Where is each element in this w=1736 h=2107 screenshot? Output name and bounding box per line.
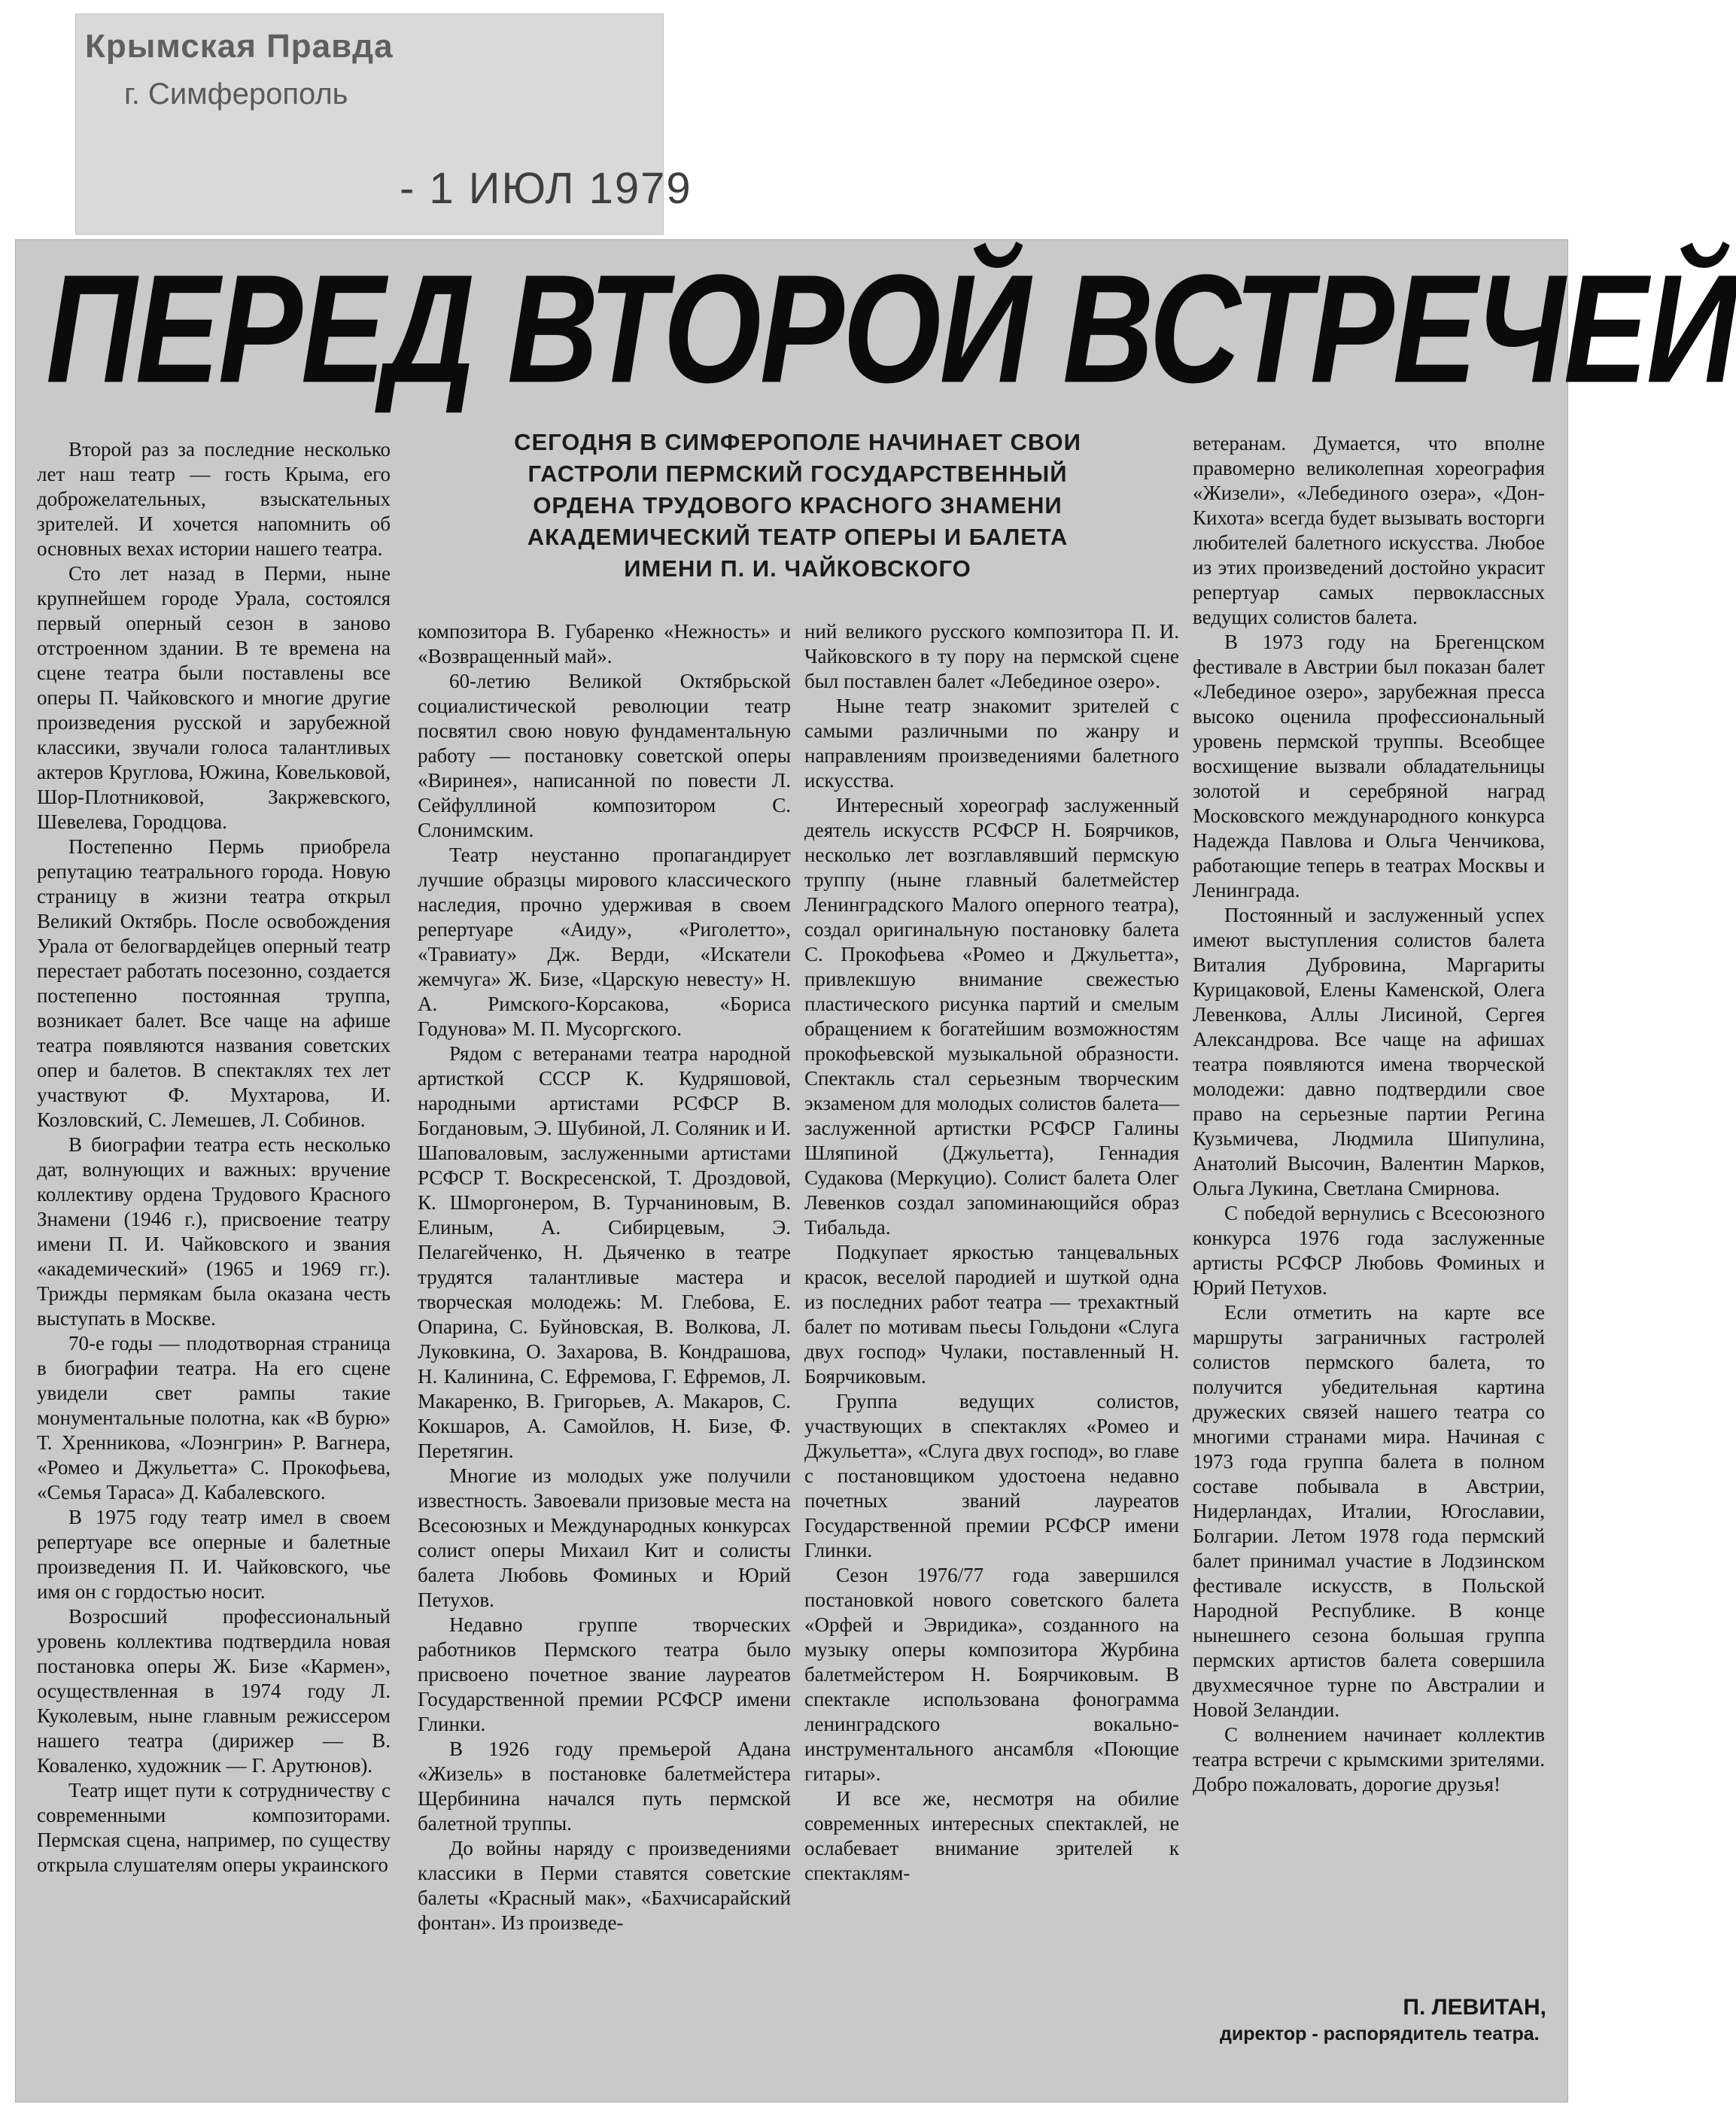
article-headline: ПЕРЕД ВТОРОЙ ВСТРЕЧЕЙ (46, 242, 1736, 415)
lead-line: ИМЕНИ П. И. ЧАЙКОВСКОГО (624, 555, 971, 582)
article-paragraph: 70-е годы — плодотворная страница в биографии театра. На его сцене увидели свет рампы такие монументальные полотна, как «В бурю» Т. Хренникова, «Лоэнгрин» Р. Вагнера, «Ромео и Джульетта» С. Прокофьева, «Семья Тараса» Д. Кабалевского. (37, 1332, 391, 1503)
article-paragraph: Подкупает яркостью танцевальных красок, веселой пародией и шуткой одна из последних работ театра — трехактный балет по мотивам пьесы Гольдони «Слуга двух господ» Чулаки, поставленный Н. Боярчиковым. (804, 1241, 1179, 1388)
article-paragraph: И все же, несмотря на обилие современных интересных спектаклей, не ослабевает внимание зрителей к спектаклям- (804, 1787, 1179, 1884)
article-paragraph: Сто лет назад в Перми, ныне крупнейшем городе Урала, состоялся первый оперный сезон в заново отстроенном здании. В те времена на сцене театра были поставлены все оперы П. Чайковского и многие другие произведения русской и зарубежной классики, звучали голоса талантливых актеров Круглова, Южина, Ковельковой, Шор-Плотниковой, Закржевского, Шевелева, Городцова. (37, 562, 391, 833)
article-paragraph: Постоянный и заслуженный успех имеют выступления солистов балета Виталия Дубровина, Маргариты Курицаковой, Елены Каменской, Олега Левенкова, Аллы Лисиной, Сергея Александрова. Все чаще на афишах театра появляются имена творческой молодежи: давно подтвердили свое право на серьезные партии Регина Кузьмичева, Людмила Шипулина, Анатолий Высочин, Валентин Марков, Ольга Лукина, Светлана Смирнова. (1193, 904, 1545, 1199)
lead-line: АКАДЕМИЧЕСКИЙ ТЕАТР ОПЕРЫ И БАЛЕТА (527, 524, 1069, 550)
article-paragraph: Театр ищет пути к сотрудничеству с современными композиторами. Пермская сцена, например, по существу открыла слушателям оперы украинского (37, 1779, 391, 1876)
article-paragraph: Возросший профессиональный уровень коллектива подтвердила новая постановка оперы Ж. Бизе «Кармен», осуществленная в 1974 году Л. Куколевым, ныне главным режиссером нашего театра (дирижер — В. Коваленко, художник — Г. Арутюнов). (37, 1605, 391, 1777)
article-paragraph: Сезон 1976/77 года завершился постановкой нового советского балета «Орфей и Эвридика», созданного на музыку оперы композитора Журбина балетмейстером Н. Боярчиковым. В спектакле использована фонограмма ленинградского вокально-инструментального ансамбля «Поющие гитары». (804, 1564, 1179, 1785)
lead-line: ОРДЕНА ТРУДОВОГО КРАСНОГО ЗНАМЕНИ (533, 492, 1063, 518)
newspaper-city: г. Симферополь (124, 78, 348, 111)
article-paragraph: ний великого русского композитора П. И. Чайковского в ту пору на пермской сцене был поставлен балет «Лебединое озеро». (804, 620, 1179, 692)
date-stamp: - 1 ИЮЛ 1979 (400, 164, 692, 213)
article-column-1 (37, 437, 391, 2093)
article-column-3 (804, 619, 1179, 2094)
article-paragraph: ветеранам. Думается, что вполне правомерно великолепная хореография «Жизели», «Лебединого озера», «Дон-Кихота» всегда будет вызывать восторги любителей балетного искусства. Любое из этих произведений достойно украсит репертуар самых первоклассных ведущих солистов балета. (1193, 432, 1545, 628)
article-paragraph: Если отметить на карте все маршруты заграничных гастролей солистов пермского балета, то получится убедительная картина дружеских связей нашего театра со многими странами мира. Начиная с 1973 года группа балета в полном составе побывала в Австрии, Нидерландах, Италии, Югославии, Болгарии. Летом 1978 года пермский балет принимал участие в Лодзинском фестивале искусств, в Польской Народной Республике. В конце нынешнего сезона большая группа пермских артистов балета совершила двухмесячное турне по Австралии и Новой Зеландии. (1193, 1301, 1545, 1721)
article-paragraph: Многие из молодых уже получили известность. Завоевали призовые места на Всесоюзных и Международных конкурсах солист оперы Михаил Кит и солисты балета Любовь Фоминых и Юрий Петухов. (418, 1464, 791, 1611)
article-paragraph: Интересный хореограф заслуженный деятель искусств РСФСР Н. Боярчиков, несколько лет возглавлявший пермскую труппу (ныне главный балетмейстер Ленинградского Малого оперного театра), создал оригинальную постановку балета С. Прокофьева «Ромео и Джульетта», привлекшую внимание свежестью пластического рисунка партий и смелым обращением к богатейшим возможностям прокофьевской музыкальной образности. Спектакль стал серьезным творческим экзаменом для молодых солистов балета—заслуженной артистки РСФСР Галины Шляпиной (Джульетта), Геннадия Судакова (Меркуцио). Солист балета Олег Левенков создал запоминающийся образ Тибальда. (804, 794, 1179, 1239)
lead-line: ГАСТРОЛИ ПЕРМСКИЙ ГОСУДАРСТВЕННЫЙ (527, 461, 1068, 487)
article-paragraph: Рядом с ветеранами театра народной артисткой СССР К. Кудряшовой, народными артистами РСФСР В. Богдановым, Э. Шубиной, Л. Соляник и И. Шаповаловым, заслуженными артистами РСФСР Т. Воскресенской, Т. Дроздовой, К. Шморгонером, В. Турчаниновым, В. Елиным, А. Сибирцевым, Э. Пелагейченко, Н. Дьяченко в театре трудятся талантливые мастера и творческая молодежь: М. Глебова, Е. Опарина, С. Буйновская, В. Волкова, Л. Луковкина, О. Захарова, В. Кондрашова, Н. Калинина, С. Ефремова, Г. Ефремов, Л. Макаренко, В. Григорьев, А. Макаров, С. Кокшаров, А. Самойлов, Н. Бизе, Ф. Перетягин. (418, 1042, 791, 1462)
archive-stamp (75, 14, 692, 235)
article-paragraph: Ныне театр знакомит зрителей с самыми различными по жанру и направлениям произведениями балетного искусства. (804, 695, 1179, 792)
newspaper-name: Крымская Правда (85, 28, 394, 65)
article-paragraph: В 1975 году театр имел в своем репертуаре все оперные и балетные произведения П. И. Чайковского, чье имя он с гордостью носит. (37, 1506, 391, 1603)
article-paragraph: В 1926 году премьерой Адана «Жизель» в постановке балетмейстера Щербинина начался путь пермской балетной труппы. (418, 1738, 791, 1835)
article-signature (1193, 1993, 1546, 2046)
article-column-2 (418, 619, 791, 2094)
article-paragraph: Постепенно Пермь приобрела репутацию театрального города. Новую страницу в жизни театра открыл Великий Октябрь. После освобождения Урала от белогвардейцев оперный театр перестает работать посезонно, создается постепенно постоянная труппа, возникает балет. Все чаще на афише театра появляются названия советских опер и балетов. В спектаклях тех лет участвуют Ф. Мухтарова, И. Козловский, С. Лемешев, Л. Собинов. (37, 835, 391, 1131)
article-column-4 (1193, 431, 1545, 2011)
article-paragraph: Второй раз за последние несколько лет наш театр — гость Крыма, его доброжелательных, взыскательных зрителей. И хочется напомнить об основных вехах истории нашего театра. (37, 438, 391, 560)
article-lead (418, 427, 1178, 585)
author-role: директор - распорядитель театра. (1220, 2023, 1540, 2045)
newspaper-clipping (15, 239, 1736, 2102)
article-paragraph: В биографии театра есть несколько дат, волнующих и важных: вручение коллективу ордена Трудового Красного Знамени (1946 г.), присвоение театру имени П. И. Чайковского и звания «академический» (1965 и 1969 гг.). Трижды пермякам была оказана честь выступать в Москве. (37, 1133, 391, 1330)
article-paragraph: Театр неустанно пропагандирует лучшие образцы мирового классического наследия, прочно удерживая в своем репертуаре «Аиду», «Риголетто», «Травиату» Дж. Верди, «Искатели жемчуга» Ж. Бизе, «Царскую невесту» Н. А. Римского-Корсакова, «Бориса Годунова» М. П. Мусоргского. (418, 844, 791, 1040)
article-paragraph: До войны наряду с произведениями классики в Перми ставятся советские балеты «Красный мак», «Бахчисарайский фонтан». Из произведе- (418, 1837, 791, 1934)
article-paragraph: 60-летию Великой Октябрьской социалистической революции театр посвятил свою новую фундаментальную работу — постановку советской оперы «Виринея», написанной по повести Л. Сейфуллиной композитором С. Слонимским. (418, 670, 791, 841)
article-paragraph: В 1973 году на Брегенцском фестивале в Австрии был показан балет «Лебединое озеро», зарубежная пресса высоко оценила профессиональный уровень пермской труппы. Всеобщее восхищение вызвали обладательницы золотой и серебряной наград Московского международного конкурса Надежда Павлова и Ольга Ченчикова, работающие теперь в театрах Москвы и Ленинграда. (1193, 631, 1545, 901)
article-paragraph: С волнением начинает коллектив театра встречи с крымскими зрителями. Добро пожаловать, дорогие друзья! (1193, 1723, 1545, 1795)
author-name: П. ЛЕВИТАН, (1403, 1995, 1546, 2020)
lead-line: СЕГОДНЯ В СИМФЕРОПОЛЕ НАЧИНАЕТ СВОИ (514, 429, 1081, 455)
article-paragraph: С победой вернулись с Всесоюзного конкурса 1976 года заслуженные артисты РСФСР Любовь Фоминых и Юрий Петухов. (1193, 1202, 1545, 1299)
article-paragraph: Недавно группе творческих работников Пермского театра было присвоено почетное звание лауреатов Государственной премии РСФСР имени Глинки. (418, 1613, 791, 1735)
article-paragraph: композитора В. Губаренко «Нежность» и «Возвращенный май». (418, 620, 791, 667)
article-paragraph: Группа ведущих солистов, участвующих в спектаклях «Ромео и Джульетта», «Слуга двух господ», во главе с постановщиком удостоена недавно почетных званий лауреатов Государственной премии РСФСР имени Глинки. (804, 1390, 1179, 1561)
